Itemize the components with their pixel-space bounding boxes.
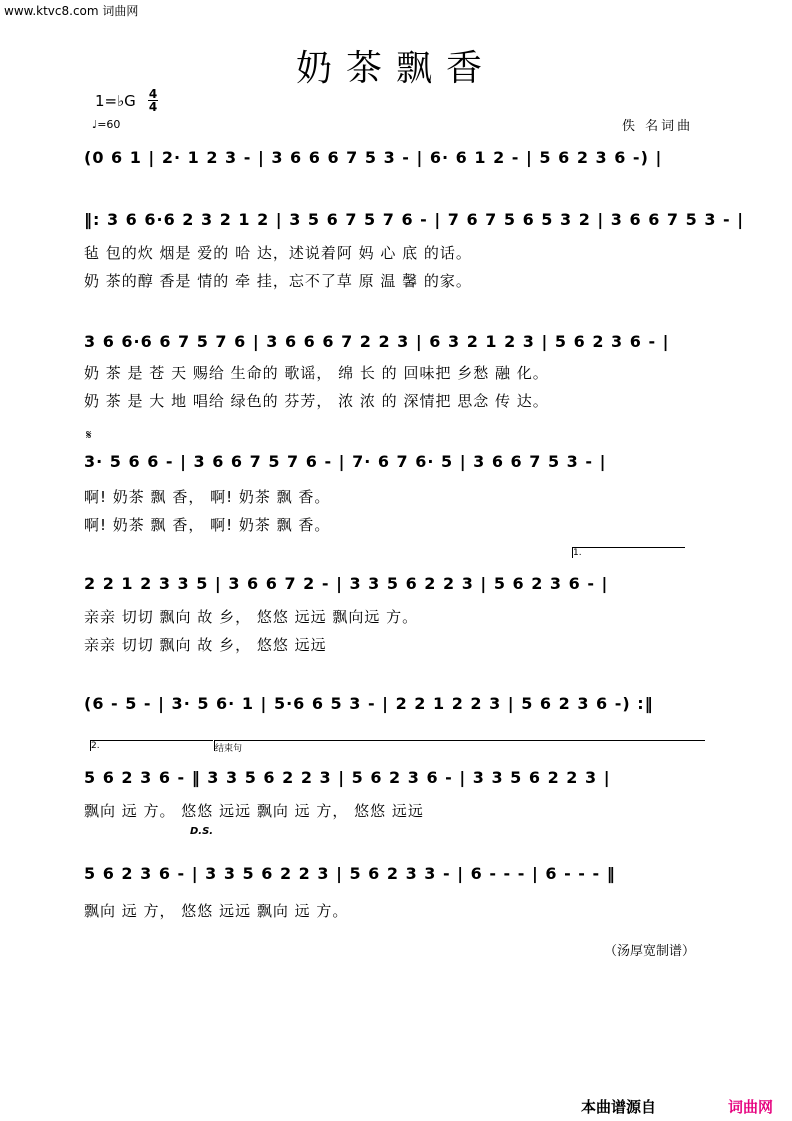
score-row-7: 5 6 2 3 6 - ‖ 3 3 5 6 2 2 3 | 5 6 2 3 6 - | 3 3 5 6 2 2 3 | xyxy=(84,768,611,787)
tempo-mark: ♩=60 xyxy=(92,118,121,131)
time-signature xyxy=(148,88,158,113)
lyric-row-2b: 奶 茶的醇 香是 情的 牵 挂，忘不了草 原 温 馨 的家。 xyxy=(84,272,472,290)
score-row-1: (0 6 1 | 2· 1 2 3 - | 3 6 6 6 7 5 3 - | 6· 6 1 2 - | 5 6 2 3 6 -) | xyxy=(84,148,663,167)
ds-mark: D.S. xyxy=(190,826,214,837)
score-row-6: (6 - 5 - | 3· 5 6· 1 | 5·6 6 5 3 - | 2 2 1 2 2 3 | 5 6 2 3 6 -) :‖ xyxy=(84,694,654,713)
score-row-5: 2 2 1 2 3 3 5 | 3 6 6 7 2 - | 3 3 5 6 2 2 3 | 5 6 2 3 6 - | xyxy=(84,574,609,593)
meter-bottom: 4 xyxy=(148,100,158,114)
volta-2-label: 2. xyxy=(91,741,100,751)
footer-source-text: 本曲谱源自 xyxy=(581,1098,657,1116)
score-row-8: 5 6 2 3 6 - | 3 3 5 6 2 2 3 | 5 6 2 3 3 - | 6 - - - | 6 - - - ‖ xyxy=(84,864,616,883)
transcriber-credit: （汤厚宽制谱） xyxy=(604,944,696,959)
meter-top: 4 xyxy=(148,87,158,101)
page-title: 奶茶飘香 xyxy=(295,48,496,89)
composer-credit: 佚 名词曲 xyxy=(622,119,694,134)
volta-1 xyxy=(572,547,685,558)
coda-ending xyxy=(214,740,705,754)
lyric-row-3b: 奶 茶 是 大 地 唱给 绿色的 芬芳， 浓 浓 的 深情把 思念 传 达。 xyxy=(84,392,549,410)
key-signature: 1=♭G xyxy=(95,92,136,110)
lyric-row-8: 飘向 远 方， 悠悠 远远 飘向 远 方。 xyxy=(84,902,349,920)
lyric-row-7: 飘向 远 方。 悠悠 远远 飘向 远 方， 悠悠 远远 xyxy=(84,802,424,820)
score-row-2: ‖: 3 6 6·6 2 3 2 1 2 | 3 5 6 7 5 7 6 - | 7 6 7 5 6 5 3 2 | 3 6 6 7 5 3 - | xyxy=(84,210,745,229)
lyric-row-4a: 啊! 奶茶 飘 香， 啊! 奶茶 飘 香。 xyxy=(84,488,331,506)
lyric-row-4b: 啊! 奶茶 飘 香， 啊! 奶茶 飘 香。 xyxy=(84,516,331,534)
score-row-3: 3 6 6·6 6 7 5 7 6 | 3 6 6 6 7 2 2 3 | 6 3 2 1 2 3 | 5 6 2 3 6 - | xyxy=(84,332,670,351)
coda-ending-label: 结束句 xyxy=(215,744,243,754)
segno-mark: 𝄋 xyxy=(86,428,92,443)
lyric-row-3a: 奶 茶 是 苍 天 赐给 生命的 歌谣， 绵 长 的 回味把 乡愁 融 化。 xyxy=(84,364,549,382)
volta-2 xyxy=(90,740,213,751)
score-row-4: 3· 5 6 6 - | 3 6 6 7 5 7 6 - | 7· 6 7 6· 5 | 3 6 6 7 5 3 - | xyxy=(84,452,607,471)
site-url: www.ktvc8.com 词曲网 xyxy=(4,4,139,18)
footer-brand-link[interactable]: 词曲网 xyxy=(728,1098,774,1116)
lyric-row-5a: 亲亲 切切 飘向 故 乡， 悠悠 远远 飘向远 方。 xyxy=(84,608,419,626)
lyric-row-5b: 亲亲 切切 飘向 故 乡， 悠悠 远远 xyxy=(84,636,327,654)
volta-1-label: 1. xyxy=(573,548,582,558)
lyric-row-2a: 毡 包的炊 烟是 爱的 哈 达，述说着阿 妈 心 底 的话。 xyxy=(84,244,472,262)
